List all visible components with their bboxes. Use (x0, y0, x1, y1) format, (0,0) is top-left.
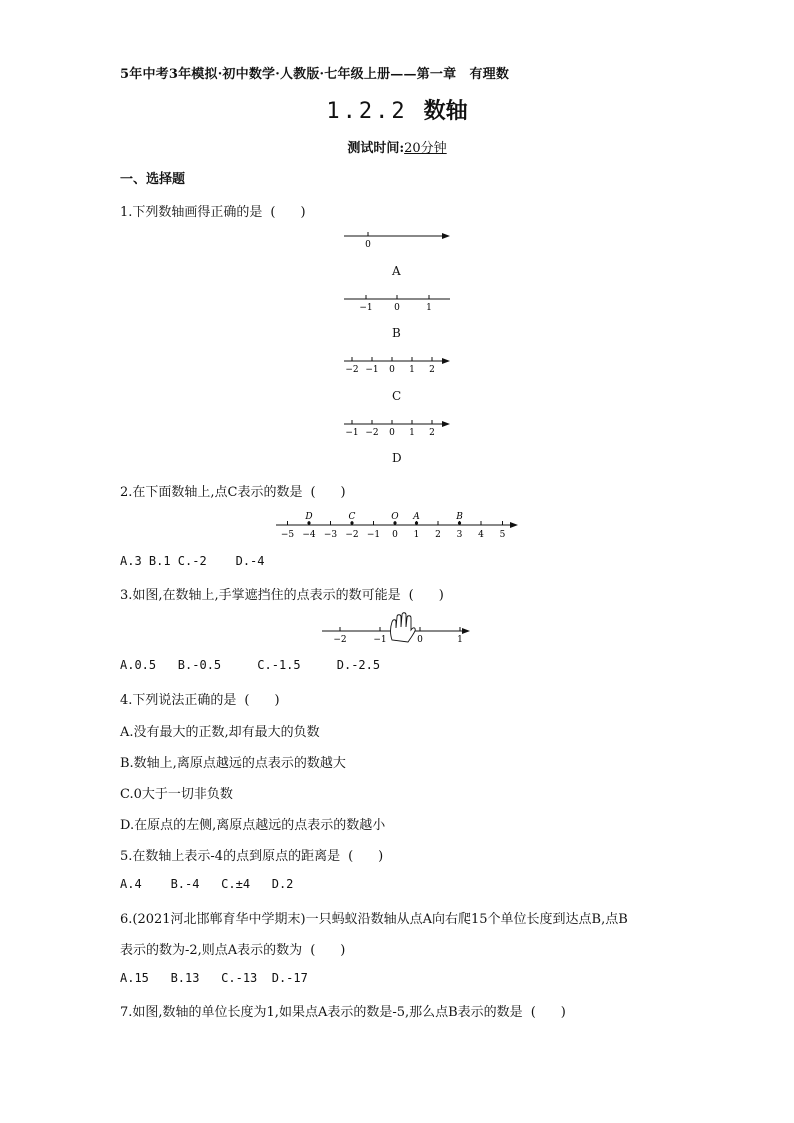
tick-label: −2 (345, 365, 359, 375)
question-4-stem: 4.下列说法正确的是 (120, 693, 237, 708)
tick-label: 4 (478, 530, 484, 540)
number-line-b (340, 292, 455, 314)
tick-label: 2 (435, 530, 441, 540)
tick-label: −5 (280, 530, 295, 540)
tick-label: 0 (365, 240, 371, 250)
question-7 (120, 1001, 572, 1020)
question-4-choice-b: B.数轴上,离原点越远的点表示的数越大 (120, 756, 346, 771)
point-label: O (391, 512, 399, 522)
tick-label: 0 (389, 365, 395, 375)
question-3 (120, 584, 450, 603)
answer-paren: ( ) (244, 693, 286, 708)
question-2-stem: 2.在下面数轴上,点C表示的数是 (120, 485, 303, 500)
point-label: C (348, 512, 356, 522)
tick-label: −2 (333, 635, 347, 645)
answer-paren: ( ) (530, 1005, 572, 1020)
answer-paren: ( ) (348, 849, 390, 864)
tick-label: 3 (456, 530, 463, 540)
tick-label: −2 (345, 530, 359, 540)
tick-label: 0 (389, 428, 395, 438)
answer-paren: ( ) (310, 943, 352, 958)
section-number: 1.2.2 (326, 99, 408, 124)
tick-label: 2 (429, 428, 435, 438)
test-time-value: 20分钟 (404, 141, 447, 156)
answer-paren: ( ) (310, 485, 352, 500)
tick-label: 1 (409, 428, 415, 438)
question-4-choice-a: A.没有最大的正数,却有最大的负数 (120, 725, 320, 740)
question-3-stem: 3.如图,在数轴上,手掌遮挡住的点表示的数可能是 (120, 588, 401, 603)
tick-label: −1 (345, 428, 359, 438)
tick-label: 0 (417, 635, 423, 645)
question-5-stem: 5.在数轴上表示-4的点到原点的距离是 (120, 849, 341, 864)
question-2-options: A.3 B.1 C.-2 D.-4 (120, 554, 265, 568)
question-5 (120, 845, 389, 864)
question-6-line-2 (120, 939, 351, 958)
test-time-label: 测试时间: (347, 141, 405, 156)
number-line-d (340, 417, 455, 439)
answer-paren: ( ) (408, 588, 450, 603)
question-1 (120, 201, 312, 220)
tick-label: 5 (499, 530, 506, 540)
tick-label: −1 (373, 635, 387, 645)
answer-paren: ( ) (270, 205, 312, 220)
tick-label: 1 (457, 635, 463, 645)
question-4-choice-c: C.0大于一切非负数 (120, 787, 233, 802)
tick-label: −1 (365, 365, 379, 375)
point-label: B (456, 512, 463, 522)
question-3-options: A.0.5 B.-0.5 C.-1.5 D.-2.5 (120, 658, 381, 672)
figure-letter-b: B (392, 326, 401, 340)
question-6-line-1: 6.(2021河北邯郸育华中学期末)一只蚂蚁沿数轴从点A向右爬15个单位长度到达点B,点B (120, 912, 628, 927)
question-6-options: A.15 B.13 C.-13 D.-17 (120, 971, 308, 985)
page-title (0, 94, 794, 125)
tick-label: 1 (426, 303, 432, 313)
tick-label: −4 (302, 530, 316, 540)
tick-label: −3 (323, 530, 338, 540)
number-line-c (340, 354, 455, 376)
test-time (0, 137, 794, 156)
section-title: 数轴 (423, 98, 468, 124)
point-label: A (413, 512, 420, 522)
tick-label: 1 (409, 365, 415, 375)
tick-label: 2 (429, 365, 435, 375)
number-line-q3 (318, 612, 478, 646)
figure-letter-d: D (392, 451, 402, 465)
figure-letter-c: C (392, 389, 402, 403)
tick-label: −1 (366, 530, 381, 540)
question-7-stem: 7.如图,数轴的单位长度为1,如果点A表示的数是-5,那么点B表示的数是 (120, 1005, 523, 1020)
question-2 (120, 481, 352, 500)
question-6-stem: 表示的数为-2,则点A表示的数为 (120, 943, 303, 958)
figure-letter-a: A (392, 264, 401, 278)
question-4-choice-d: D.在原点的左侧,离原点越远的点表示的数越小 (120, 818, 386, 833)
section-heading: 一、选择题 (120, 172, 186, 187)
number-line-a (340, 228, 455, 250)
tick-label: −2 (365, 428, 379, 438)
number-line-q2 (272, 510, 522, 542)
tick-label: 1 (413, 530, 420, 540)
question-5-options: A.4 B.-4 C.±4 D.2 (120, 877, 294, 891)
page-header: 5年中考3年模拟·初中数学·人教版·七年级上册——第一章 有理数 (120, 67, 510, 82)
point-label: D (305, 512, 313, 522)
question-4 (120, 689, 286, 708)
hand-icon (391, 613, 416, 642)
tick-label: 0 (394, 303, 400, 313)
tick-label: 0 (392, 530, 398, 540)
question-1-stem: 1.下列数轴画得正确的是 (120, 205, 263, 220)
tick-label: −1 (359, 303, 373, 313)
